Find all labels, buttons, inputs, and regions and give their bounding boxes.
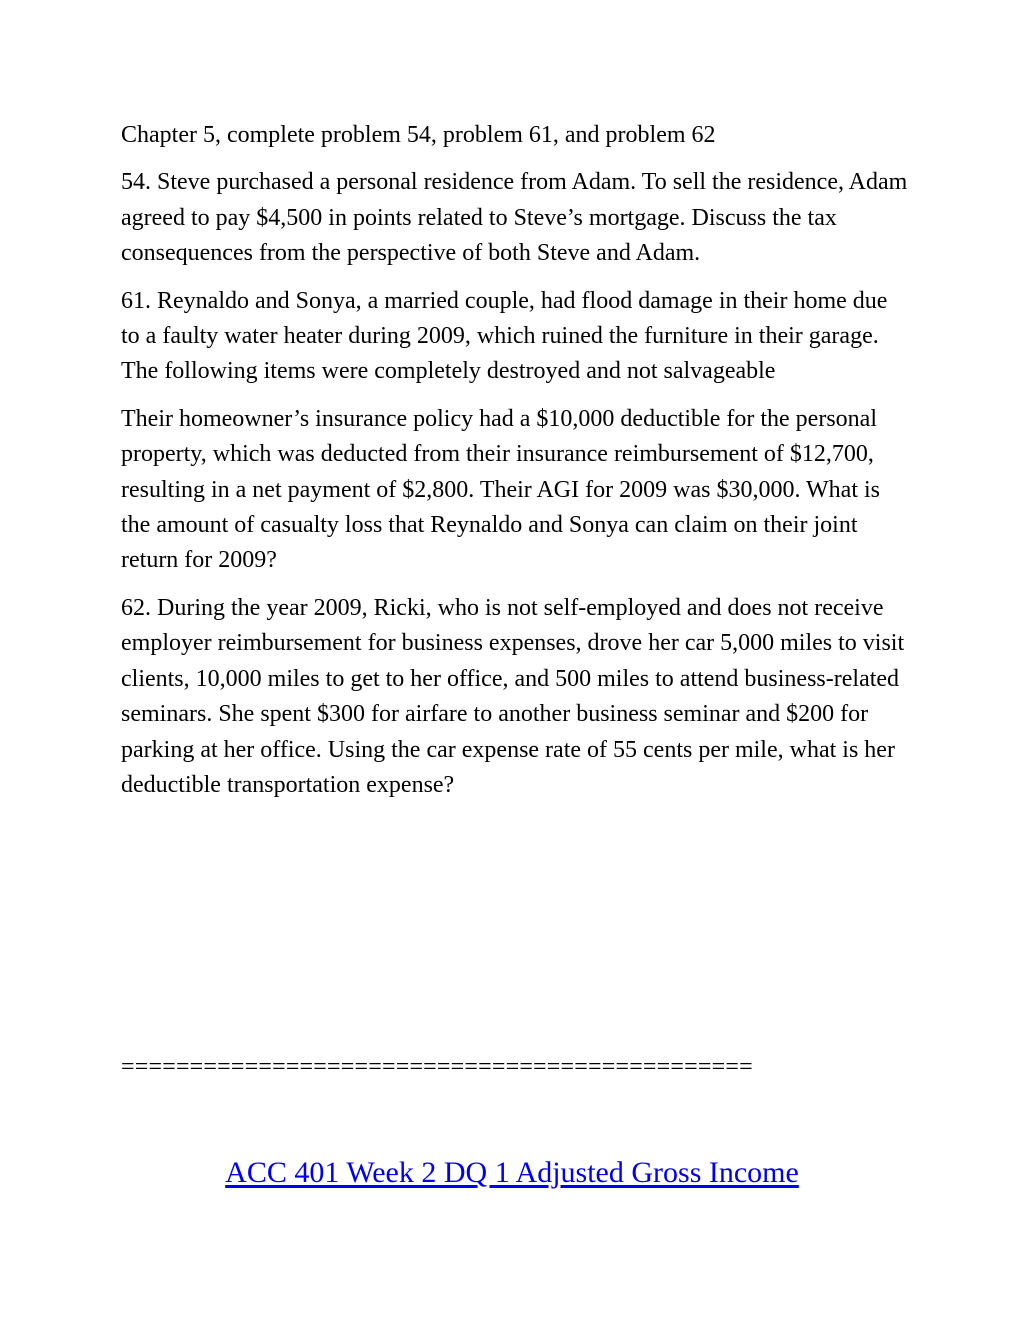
problem-61-continuation: Their homeowner’s insurance policy had a $10,000 deductible for the personal property, which was deducted from their insurance reimbursement of $12,700, resulting in a net payment of $2,800. Their AGI for 2009 was $30,000. What is the amount of casualty loss that Reynaldo and Sonya can claim on their joint return for 2009? [121,405,880,574]
document-body [121,118,911,815]
problem-62-text: 62. During the year 2009, Ricki, who is not self-employed and does not receive employer reimbursement for business expenses, drove her car 5,000 miles to visit clients, 10,000 miles to get to her office, and 500 miles to attend business-related seminars. She spent $300 for airfare to another business seminar and $200 for parking at her office. Using the car expense rate of 55 cents per mile, what is her deductible transportation expense? [121,594,905,798]
problem-54-text: 54. Steve purchased a personal residence from Adam. To sell the residence, Adam agreed to pay $4,500 in points related to Steve’s mortgage. Discuss the tax consequences from the perspective of both Steve and Adam. [121,169,908,267]
footer-link-container [0,1154,1024,1192]
chapter-heading: Chapter 5, complete problem 54, problem 61, and problem 62 [121,122,716,148]
problem-61-text: 61. Reynaldo and Sonya, a married couple, had flood damage in their home due to a faulty water heater during 2009, which ruined the furniture in their garage. The following items were completely destroyed and not salvageable [121,287,888,385]
separator-line: ============================================== [121,1054,753,1080]
adjusted-gross-income-link[interactable]: ACC 401 Week 2 DQ 1 Adjusted Gross Income [225,1156,799,1189]
